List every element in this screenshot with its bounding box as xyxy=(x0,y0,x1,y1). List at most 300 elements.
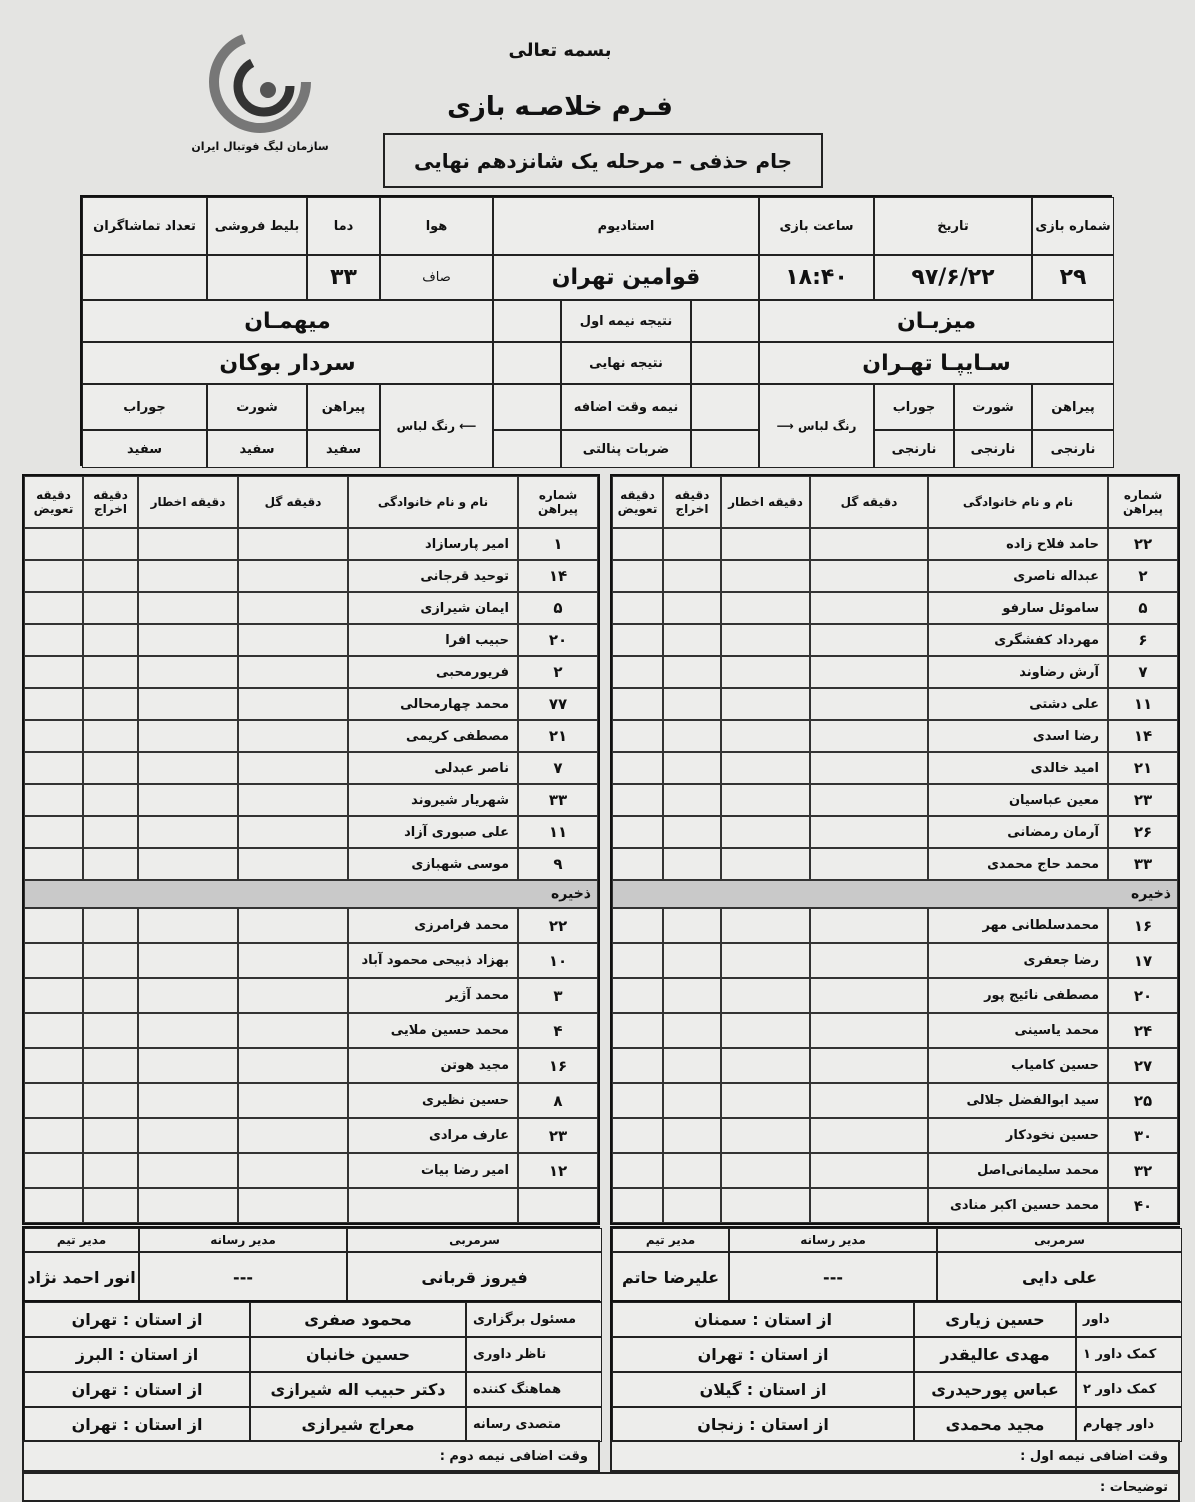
player-row xyxy=(24,908,598,943)
sub-minute xyxy=(24,1118,83,1153)
tickets-value xyxy=(207,255,307,300)
player-name: رضا جعفری xyxy=(928,943,1108,978)
goal-minute xyxy=(238,528,348,560)
player-number: ۹ xyxy=(518,848,598,880)
sub-minute xyxy=(612,908,663,943)
goal-minute xyxy=(810,848,928,880)
sendoff-minute xyxy=(663,1153,721,1188)
player-name: مجید هوتن xyxy=(348,1048,518,1083)
referee-role: کمک داور ۲ xyxy=(1076,1372,1182,1407)
sendoff-minute xyxy=(663,656,721,688)
player-number: ۵ xyxy=(518,592,598,624)
referee-province: از استان : گیلان xyxy=(612,1372,914,1407)
player-number: ۲۱ xyxy=(518,720,598,752)
sendoff-minute xyxy=(83,978,138,1013)
officials-table xyxy=(22,1300,600,1440)
sendoff-minute xyxy=(663,752,721,784)
player-row xyxy=(612,784,1178,816)
card-minute xyxy=(721,908,810,943)
player-number: ۱۲ xyxy=(518,1153,598,1188)
final-result-label: نتیجه نهایی xyxy=(561,342,691,384)
match-info-table xyxy=(80,195,1112,466)
extra-time-second-half[interactable]: وقت اضافی نیمه دوم : xyxy=(22,1440,600,1472)
player-row xyxy=(612,1153,1178,1188)
sendoff-minute xyxy=(83,560,138,592)
sub-minute xyxy=(612,1188,663,1223)
player-row xyxy=(24,688,598,720)
goal-minute xyxy=(810,816,928,848)
sendoff-minute xyxy=(663,943,721,978)
official-name: محمود صفری xyxy=(250,1302,466,1337)
official-role: ناظر داوری xyxy=(466,1337,602,1372)
sub-minute xyxy=(612,560,663,592)
sub-minute xyxy=(612,528,663,560)
final-result-guest xyxy=(493,342,561,384)
card-minute xyxy=(721,688,810,720)
player-number: ۴۰ xyxy=(1108,1188,1178,1223)
sendoff-minute xyxy=(663,816,721,848)
player-number: ۸ xyxy=(518,1083,598,1118)
referee-name: عباس پورحیدری xyxy=(914,1372,1076,1407)
roster-header-cell: نام و نام خانوادگی xyxy=(928,476,1108,528)
goal-minute xyxy=(238,1153,348,1188)
player-number: ۲ xyxy=(518,656,598,688)
card-minute xyxy=(138,1153,238,1188)
player-row xyxy=(612,656,1178,688)
player-name: توحید قرجانی xyxy=(348,560,518,592)
roster-header-cell: دقیقه گل xyxy=(238,476,348,528)
host-media-label: مدیر رسانه xyxy=(729,1228,937,1252)
player-number: ۱۱ xyxy=(518,816,598,848)
player-number: ۷ xyxy=(518,752,598,784)
sendoff-minute xyxy=(663,1048,721,1083)
half-result-label: نتیجه نیمه اول xyxy=(561,300,691,342)
goal-minute xyxy=(810,528,928,560)
guest-coach-label: سرمربی xyxy=(347,1228,602,1252)
player-row xyxy=(612,624,1178,656)
player-number: ۲۱ xyxy=(1108,752,1178,784)
referee-province: از استان : سمنان xyxy=(612,1302,914,1337)
goal-minute xyxy=(238,592,348,624)
player-number: ۳۰ xyxy=(1108,1118,1178,1153)
temp-label: دما xyxy=(307,197,380,255)
goal-minute xyxy=(810,1048,928,1083)
sub-minute xyxy=(24,1013,83,1048)
card-minute xyxy=(138,688,238,720)
host-team-name: سـایپـا تهـران xyxy=(759,342,1114,384)
player-row xyxy=(612,1118,1178,1153)
card-minute xyxy=(721,1118,810,1153)
player-row xyxy=(24,752,598,784)
card-minute xyxy=(138,816,238,848)
player-number: ۲۰ xyxy=(518,624,598,656)
goal-minute xyxy=(238,752,348,784)
player-number: ۷ xyxy=(1108,656,1178,688)
roster-header-cell: شماره پیراهن xyxy=(518,476,598,528)
sub-minute xyxy=(612,656,663,688)
official-province: از استان : البرز xyxy=(24,1337,250,1372)
player-number: ۳۲ xyxy=(1108,1153,1178,1188)
sendoff-minute xyxy=(663,592,721,624)
goal-minute xyxy=(810,978,928,1013)
penalty-guest xyxy=(493,430,561,468)
player-row xyxy=(24,656,598,688)
card-minute xyxy=(721,848,810,880)
player-name: محمد یاسینی xyxy=(928,1013,1108,1048)
guest-shirt: سفید xyxy=(307,430,380,468)
roster-header-cell: دقیقه تعویض xyxy=(612,476,663,528)
host-shorts: نارنجی xyxy=(954,430,1032,468)
sub-minute xyxy=(612,784,663,816)
player-name: شهریار شیروند xyxy=(348,784,518,816)
goal-minute xyxy=(810,908,928,943)
host-team-manager: علیرضا حاتم xyxy=(612,1252,729,1302)
player-row xyxy=(612,1048,1178,1083)
sub-minute xyxy=(612,720,663,752)
sendoff-minute xyxy=(663,1118,721,1153)
roster-header xyxy=(24,476,598,528)
guest-shorts: سفید xyxy=(207,430,307,468)
sendoff-minute xyxy=(663,1083,721,1118)
host-socks-label: جوراب xyxy=(874,384,954,430)
guest-socks: سفید xyxy=(82,430,207,468)
sub-minute xyxy=(24,688,83,720)
goal-minute xyxy=(810,592,928,624)
sub-minute xyxy=(612,624,663,656)
sub-minute xyxy=(612,816,663,848)
player-row xyxy=(612,848,1178,880)
guest-coach: فیروز قربانی xyxy=(347,1252,602,1302)
card-minute xyxy=(138,752,238,784)
card-minute xyxy=(138,978,238,1013)
player-number: ۳۳ xyxy=(1108,848,1178,880)
official-name: دکتر حبیب اله شیرازی xyxy=(250,1372,466,1407)
guest-shorts-label: شورت xyxy=(207,384,307,430)
player-number: ۱۶ xyxy=(1108,908,1178,943)
host-shorts-label: شورت xyxy=(954,384,1032,430)
official-name: معراج شیرازی xyxy=(250,1407,466,1442)
player-name: محمد حسین اکبر منادی xyxy=(928,1188,1108,1223)
player-name: موسی شهبازی xyxy=(348,848,518,880)
goal-minute xyxy=(238,848,348,880)
sub-minute xyxy=(24,1048,83,1083)
sendoff-minute xyxy=(663,1013,721,1048)
sendoff-minute xyxy=(83,1153,138,1188)
player-row xyxy=(24,978,598,1013)
player-name: محمد آژیر xyxy=(348,978,518,1013)
sub-minute xyxy=(24,720,83,752)
player-row xyxy=(24,624,598,656)
player-row xyxy=(612,720,1178,752)
player-number: ۲۷ xyxy=(1108,1048,1178,1083)
sub-minute xyxy=(24,978,83,1013)
stadium-label: استادیوم xyxy=(493,197,759,255)
host-coach-label: سرمربی xyxy=(937,1228,1182,1252)
goal-minute xyxy=(810,784,928,816)
card-minute xyxy=(138,1083,238,1118)
player-row xyxy=(24,528,598,560)
extra-host xyxy=(691,384,759,430)
player-number: ۲۳ xyxy=(1108,784,1178,816)
sendoff-minute xyxy=(83,1188,138,1223)
card-minute xyxy=(721,978,810,1013)
player-name: ناصر عبدلی xyxy=(348,752,518,784)
guest-roster-table xyxy=(22,474,600,1225)
card-minute xyxy=(721,528,810,560)
player-row xyxy=(24,1188,598,1223)
player-number: ۵ xyxy=(1108,592,1178,624)
date-label: تاریخ xyxy=(874,197,1032,255)
player-number: ۷۷ xyxy=(518,688,598,720)
sub-minute xyxy=(612,978,663,1013)
sub-minute xyxy=(24,1188,83,1223)
player-number: ۱۱ xyxy=(1108,688,1178,720)
sub-minute xyxy=(24,784,83,816)
player-name: فریورمحبی xyxy=(348,656,518,688)
card-minute xyxy=(721,720,810,752)
temp-value: ۳۳ xyxy=(307,255,380,300)
host-manager-label: مدیر تیم xyxy=(612,1228,729,1252)
card-minute xyxy=(138,848,238,880)
player-name: مصطفی کریمی xyxy=(348,720,518,752)
sub-minute xyxy=(612,1013,663,1048)
player-row xyxy=(612,816,1178,848)
player-name: ساموئل سارفو xyxy=(928,592,1108,624)
player-row xyxy=(612,688,1178,720)
half-result-host xyxy=(691,300,759,342)
player-name: عبداله ناصری xyxy=(928,560,1108,592)
player-name: حسین نخودکار xyxy=(928,1118,1108,1153)
official-province: از استان : تهران xyxy=(24,1302,250,1337)
notes-field[interactable]: توضیحات : xyxy=(22,1472,1180,1502)
player-name: امیر پارسازاد xyxy=(348,528,518,560)
logo-text: سازمان لیگ فوتبال ایران xyxy=(191,140,329,153)
sendoff-minute xyxy=(663,720,721,752)
sub-minute xyxy=(24,752,83,784)
player-row xyxy=(24,1048,598,1083)
sendoff-minute xyxy=(83,1118,138,1153)
goal-minute xyxy=(238,784,348,816)
card-minute xyxy=(138,908,238,943)
player-number: ۲۰ xyxy=(1108,978,1178,1013)
goal-minute xyxy=(810,720,928,752)
card-minute xyxy=(138,1048,238,1083)
card-minute xyxy=(138,1188,238,1223)
sub-minute xyxy=(24,1083,83,1118)
goal-minute xyxy=(810,1118,928,1153)
guest-shirt-label: پیراهن xyxy=(307,384,380,430)
player-row xyxy=(612,1083,1178,1118)
player-number: ۲۲ xyxy=(1108,528,1178,560)
guest-label: میهمـان xyxy=(82,300,493,342)
player-row xyxy=(612,592,1178,624)
roster-header-cell: دقیقه اخطار xyxy=(138,476,238,528)
player-name: آرمان رمضانی xyxy=(928,816,1108,848)
player-row xyxy=(612,943,1178,978)
sub-minute xyxy=(24,848,83,880)
sendoff-minute xyxy=(83,656,138,688)
sendoff-minute xyxy=(83,592,138,624)
final-result-host xyxy=(691,342,759,384)
penalties-label: ضربات پنالتی xyxy=(561,430,691,468)
player-number: ۲۶ xyxy=(1108,816,1178,848)
player-number: ۲۵ xyxy=(1108,1083,1178,1118)
player-number: ۲۴ xyxy=(1108,1013,1178,1048)
player-number xyxy=(518,1188,598,1223)
player-number: ۳۳ xyxy=(518,784,598,816)
player-row xyxy=(24,560,598,592)
sendoff-minute xyxy=(83,1083,138,1118)
card-minute xyxy=(721,1153,810,1188)
official-province: از استان : تهران xyxy=(24,1372,250,1407)
player-row xyxy=(24,1153,598,1188)
reserves-label: ذخیره xyxy=(612,880,1178,908)
player-number: ۴ xyxy=(518,1013,598,1048)
goal-minute xyxy=(238,816,348,848)
stadium-value: قوامین تهران xyxy=(493,255,759,300)
guest-team-manager: انور احمد نژاد xyxy=(24,1252,139,1302)
roster-header-cell: دقیقه گل xyxy=(810,476,928,528)
player-name: امید خالدی xyxy=(928,752,1108,784)
sub-minute xyxy=(612,688,663,720)
weather-value: صاف xyxy=(380,255,493,300)
sendoff-minute xyxy=(663,978,721,1013)
sendoff-minute xyxy=(83,720,138,752)
roster-header-cell: دقیقه اخراج xyxy=(663,476,721,528)
referees-table xyxy=(610,1300,1180,1440)
goal-minute xyxy=(810,1083,928,1118)
sub-minute xyxy=(24,624,83,656)
player-number: ۱۷ xyxy=(1108,943,1178,978)
league-logo xyxy=(190,20,330,170)
player-number: ۳ xyxy=(518,978,598,1013)
player-name: رضا اسدی xyxy=(928,720,1108,752)
referee-name: حسین زیاری xyxy=(914,1302,1076,1337)
sendoff-minute xyxy=(663,560,721,592)
guest-kit-label: ⟵ رنگ لباس xyxy=(380,384,493,468)
sub-minute xyxy=(612,1083,663,1118)
sendoff-minute xyxy=(83,624,138,656)
card-minute xyxy=(721,560,810,592)
goal-minute xyxy=(810,1153,928,1188)
official-role: هماهنگ کننده xyxy=(466,1372,602,1407)
guest-media-manager: --- xyxy=(139,1252,347,1302)
host-staff-table xyxy=(610,1226,1180,1300)
guest-manager-label: مدیر تیم xyxy=(24,1228,139,1252)
card-minute xyxy=(138,624,238,656)
guest-team-name: سردار بوکان xyxy=(82,342,493,384)
sendoff-minute xyxy=(83,943,138,978)
goal-minute xyxy=(238,688,348,720)
official-role: متصدی رسانه xyxy=(466,1407,602,1442)
player-row xyxy=(24,848,598,880)
player-number: ۶ xyxy=(1108,624,1178,656)
card-minute xyxy=(721,752,810,784)
goal-minute xyxy=(238,560,348,592)
player-name: بهزاد ذبیحی محمود آباد xyxy=(348,943,518,978)
penalty-host xyxy=(691,430,759,468)
player-number: ۱۶ xyxy=(518,1048,598,1083)
official-name: حسین خانبان xyxy=(250,1337,466,1372)
player-row xyxy=(24,592,598,624)
sendoff-minute xyxy=(83,528,138,560)
card-minute xyxy=(138,784,238,816)
sendoff-minute xyxy=(663,688,721,720)
roster-header-cell: نام و نام خانوادگی xyxy=(348,476,518,528)
sub-minute xyxy=(612,1118,663,1153)
goal-minute xyxy=(238,720,348,752)
sub-minute xyxy=(612,1048,663,1083)
form-title: فـرم خلاصـه بازی xyxy=(447,92,673,122)
goal-minute xyxy=(238,908,348,943)
player-name: حامد فلاح زاده xyxy=(928,528,1108,560)
sendoff-minute xyxy=(83,752,138,784)
player-name: محمد فرامرزی xyxy=(348,908,518,943)
player-name: عارف مرادی xyxy=(348,1118,518,1153)
host-roster-table xyxy=(610,474,1180,1225)
sub-minute xyxy=(24,943,83,978)
goal-minute xyxy=(238,1013,348,1048)
player-row xyxy=(612,1013,1178,1048)
referee-role: کمک داور ۱ xyxy=(1076,1337,1182,1372)
referee-name: مهدی عالیقدر xyxy=(914,1337,1076,1372)
referee-province: از استان : زنجان xyxy=(612,1407,914,1442)
player-name: امیر رضا بیات xyxy=(348,1153,518,1188)
roster-header-cell: شماره پیراهن xyxy=(1108,476,1178,528)
card-minute xyxy=(138,720,238,752)
player-number: ۱ xyxy=(518,528,598,560)
player-row xyxy=(24,1118,598,1153)
weather-label: هوا xyxy=(380,197,493,255)
sub-minute xyxy=(612,848,663,880)
player-name: محمد چهارمحالی xyxy=(348,688,518,720)
player-row xyxy=(612,978,1178,1013)
player-name: حبیب افرا xyxy=(348,624,518,656)
goal-minute xyxy=(238,1083,348,1118)
card-minute xyxy=(138,1118,238,1153)
card-minute xyxy=(721,656,810,688)
player-name: حسین نظیری xyxy=(348,1083,518,1118)
host-label: میزبـان xyxy=(759,300,1114,342)
card-minute xyxy=(721,1188,810,1223)
player-name: محمدسلطانی مهر xyxy=(928,908,1108,943)
sub-minute xyxy=(24,592,83,624)
card-minute xyxy=(138,528,238,560)
match-no-value: ۲۹ xyxy=(1032,255,1114,300)
sub-minute xyxy=(24,816,83,848)
extra-time-first-half[interactable]: وقت اضافی نیمه اول : xyxy=(610,1440,1180,1472)
host-kit-label: رنگ لباس ⟶ xyxy=(759,384,874,468)
sendoff-minute xyxy=(83,908,138,943)
sendoff-minute xyxy=(83,784,138,816)
roster-header-cell: دقیقه اخطار xyxy=(721,476,810,528)
goal-minute xyxy=(810,943,928,978)
card-minute xyxy=(721,1013,810,1048)
player-row xyxy=(612,528,1178,560)
card-minute xyxy=(721,592,810,624)
player-name: محمد سلیمانی‌اصل xyxy=(928,1153,1108,1188)
sendoff-minute xyxy=(83,688,138,720)
attendance-label: تعداد تماشاگران xyxy=(82,197,207,255)
sub-minute xyxy=(612,592,663,624)
roster-header-cell: دقیقه اخراج xyxy=(83,476,138,528)
sub-minute xyxy=(24,656,83,688)
host-media-manager: --- xyxy=(729,1252,937,1302)
player-row xyxy=(24,1013,598,1048)
match-no-label: شماره بازی xyxy=(1032,197,1114,255)
player-row xyxy=(612,908,1178,943)
card-minute xyxy=(138,560,238,592)
